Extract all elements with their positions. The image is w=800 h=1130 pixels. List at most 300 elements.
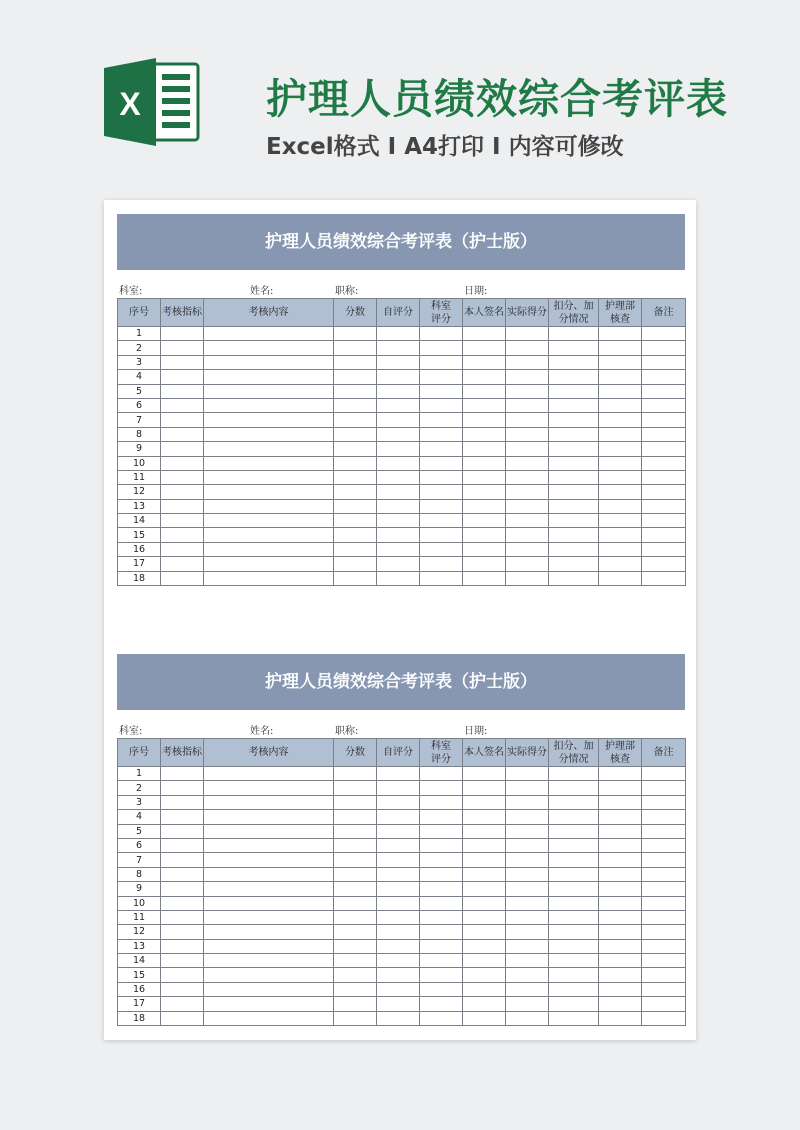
table-cell[interactable] [599,925,642,939]
table-cell[interactable] [334,398,377,412]
table-cell[interactable] [599,982,642,996]
table-cell[interactable] [642,824,686,838]
table-cell[interactable] [642,867,686,881]
row-number-cell[interactable]: 1 [118,327,161,341]
table-cell[interactable] [506,939,549,953]
table-cell[interactable] [463,810,506,824]
table-cell[interactable] [161,413,204,427]
table-cell[interactable] [377,413,420,427]
table-cell[interactable] [161,571,204,585]
table-cell[interactable] [599,781,642,795]
table-cell[interactable] [549,867,599,881]
table-cell[interactable] [642,442,686,456]
table-cell[interactable] [599,824,642,838]
table-cell[interactable] [334,781,377,795]
table-cell[interactable] [377,485,420,499]
table-cell[interactable] [463,853,506,867]
table-cell[interactable] [463,781,506,795]
table-cell[interactable] [377,982,420,996]
table-cell[interactable] [599,528,642,542]
table-cell[interactable] [377,384,420,398]
table-cell[interactable] [506,514,549,528]
table-cell[interactable] [204,355,334,369]
table-cell[interactable] [204,384,334,398]
table-cell[interactable] [549,485,599,499]
table-cell[interactable] [506,413,549,427]
table-cell[interactable] [599,514,642,528]
table-cell[interactable] [334,542,377,556]
table-cell[interactable] [204,925,334,939]
table-cell[interactable] [420,456,463,470]
table-cell[interactable] [463,838,506,852]
table-cell[interactable] [463,939,506,953]
table-cell[interactable] [334,824,377,838]
table-cell[interactable] [463,997,506,1011]
table-cell[interactable] [599,896,642,910]
table-cell[interactable] [334,341,377,355]
table-cell[interactable] [642,456,686,470]
table-cell[interactable] [377,795,420,809]
table-cell[interactable] [642,499,686,513]
row-number-cell[interactable]: 11 [118,910,161,924]
table-cell[interactable] [377,542,420,556]
table-cell[interactable] [506,954,549,968]
table-cell[interactable] [463,557,506,571]
table-cell[interactable] [204,398,334,412]
table-cell[interactable] [549,925,599,939]
table-cell[interactable] [204,824,334,838]
table-cell[interactable] [599,456,642,470]
table-cell[interactable] [420,982,463,996]
table-cell[interactable] [161,470,204,484]
table-cell[interactable] [334,910,377,924]
row-number-cell[interactable]: 3 [118,355,161,369]
table-cell[interactable] [549,939,599,953]
table-cell[interactable] [377,997,420,1011]
table-cell[interactable] [204,939,334,953]
table-cell[interactable] [420,398,463,412]
table-cell[interactable] [642,810,686,824]
table-cell[interactable] [161,853,204,867]
table-cell[interactable] [506,557,549,571]
table-cell[interactable] [463,413,506,427]
table-cell[interactable] [549,896,599,910]
table-cell[interactable] [420,910,463,924]
table-cell[interactable] [377,355,420,369]
table-cell[interactable] [642,896,686,910]
row-number-cell[interactable]: 3 [118,795,161,809]
table-cell[interactable] [334,528,377,542]
table-cell[interactable] [463,398,506,412]
table-cell[interactable] [204,470,334,484]
row-number-cell[interactable]: 5 [118,824,161,838]
table-cell[interactable] [161,427,204,441]
table-cell[interactable] [334,954,377,968]
table-cell[interactable] [420,542,463,556]
table-cell[interactable] [420,571,463,585]
table-cell[interactable] [463,571,506,585]
row-number-cell[interactable]: 10 [118,896,161,910]
table-cell[interactable] [377,499,420,513]
table-cell[interactable] [161,939,204,953]
table-cell[interactable] [642,997,686,1011]
table-cell[interactable] [161,982,204,996]
table-cell[interactable] [420,413,463,427]
table-cell[interactable] [377,398,420,412]
table-cell[interactable] [420,384,463,398]
table-cell[interactable] [599,442,642,456]
table-cell[interactable] [161,1011,204,1025]
table-cell[interactable] [161,528,204,542]
row-number-cell[interactable]: 18 [118,1011,161,1025]
table-cell[interactable] [549,795,599,809]
table-cell[interactable] [463,528,506,542]
table-cell[interactable] [377,896,420,910]
table-cell[interactable] [506,824,549,838]
table-cell[interactable] [161,882,204,896]
table-cell[interactable] [420,867,463,881]
table-cell[interactable] [204,867,334,881]
table-cell[interactable] [463,470,506,484]
table-cell[interactable] [599,997,642,1011]
table-cell[interactable] [506,327,549,341]
table-cell[interactable] [463,341,506,355]
table-cell[interactable] [599,939,642,953]
table-cell[interactable] [334,384,377,398]
table-cell[interactable] [599,485,642,499]
table-cell[interactable] [334,456,377,470]
table-cell[interactable] [377,1011,420,1025]
table-cell[interactable] [334,1011,377,1025]
table-cell[interactable] [506,384,549,398]
table-cell[interactable] [549,427,599,441]
table-cell[interactable] [377,341,420,355]
table-cell[interactable] [420,370,463,384]
row-number-cell[interactable]: 4 [118,370,161,384]
table-cell[interactable] [599,882,642,896]
table-cell[interactable] [506,398,549,412]
table-cell[interactable] [420,925,463,939]
table-cell[interactable] [377,925,420,939]
table-cell[interactable] [204,882,334,896]
table-cell[interactable] [334,968,377,982]
table-cell[interactable] [420,838,463,852]
table-cell[interactable] [463,442,506,456]
table-cell[interactable] [377,514,420,528]
table-cell[interactable] [204,853,334,867]
row-number-cell[interactable]: 4 [118,810,161,824]
table-cell[interactable] [599,795,642,809]
table-cell[interactable] [334,413,377,427]
table-cell[interactable] [599,853,642,867]
table-cell[interactable] [506,925,549,939]
table-cell[interactable] [599,571,642,585]
table-cell[interactable] [204,427,334,441]
table-cell[interactable] [204,997,334,1011]
table-cell[interactable] [161,767,204,781]
table-cell[interactable] [549,384,599,398]
table-cell[interactable] [549,982,599,996]
table-cell[interactable] [549,470,599,484]
table-cell[interactable] [420,997,463,1011]
table-cell[interactable] [420,781,463,795]
table-cell[interactable] [377,838,420,852]
table-cell[interactable] [549,910,599,924]
table-cell[interactable] [204,982,334,996]
table-cell[interactable] [377,810,420,824]
table-cell[interactable] [377,571,420,585]
table-cell[interactable] [642,557,686,571]
row-number-cell[interactable]: 2 [118,341,161,355]
row-number-cell[interactable]: 8 [118,867,161,881]
table-cell[interactable] [420,442,463,456]
table-cell[interactable] [204,542,334,556]
table-cell[interactable] [506,427,549,441]
table-cell[interactable] [334,882,377,896]
table-cell[interactable] [161,327,204,341]
row-number-cell[interactable]: 7 [118,853,161,867]
table-cell[interactable] [161,557,204,571]
table-cell[interactable] [377,370,420,384]
table-cell[interactable] [642,398,686,412]
table-cell[interactable] [204,838,334,852]
table-cell[interactable] [642,571,686,585]
table-cell[interactable] [463,925,506,939]
table-cell[interactable] [420,968,463,982]
row-number-cell[interactable]: 16 [118,982,161,996]
table-cell[interactable] [377,824,420,838]
table-cell[interactable] [506,542,549,556]
table-cell[interactable] [161,838,204,852]
table-cell[interactable] [506,470,549,484]
table-cell[interactable] [642,514,686,528]
table-cell[interactable] [642,910,686,924]
table-cell[interactable] [506,442,549,456]
table-cell[interactable] [161,910,204,924]
table-cell[interactable] [377,327,420,341]
table-cell[interactable] [204,341,334,355]
table-cell[interactable] [642,968,686,982]
table-cell[interactable] [599,499,642,513]
table-cell[interactable] [204,781,334,795]
table-cell[interactable] [506,982,549,996]
row-number-cell[interactable]: 2 [118,781,161,795]
table-cell[interactable] [506,882,549,896]
table-cell[interactable] [420,896,463,910]
table-cell[interactable] [377,442,420,456]
table-cell[interactable] [506,968,549,982]
row-number-cell[interactable]: 13 [118,499,161,513]
table-cell[interactable] [599,470,642,484]
table-cell[interactable] [599,968,642,982]
table-cell[interactable] [549,355,599,369]
table-cell[interactable] [334,867,377,881]
table-cell[interactable] [506,485,549,499]
table-cell[interactable] [549,514,599,528]
table-cell[interactable] [334,853,377,867]
table-cell[interactable] [204,795,334,809]
table-cell[interactable] [549,781,599,795]
table-cell[interactable] [334,355,377,369]
table-cell[interactable] [642,853,686,867]
table-cell[interactable] [549,838,599,852]
table-cell[interactable] [420,355,463,369]
table-cell[interactable] [377,767,420,781]
row-number-cell[interactable]: 17 [118,557,161,571]
table-cell[interactable] [599,341,642,355]
table-cell[interactable] [204,1011,334,1025]
table-cell[interactable] [420,810,463,824]
table-cell[interactable] [506,355,549,369]
table-cell[interactable] [463,795,506,809]
table-cell[interactable] [549,413,599,427]
table-cell[interactable] [599,954,642,968]
table-cell[interactable] [204,954,334,968]
row-number-cell[interactable]: 11 [118,470,161,484]
table-cell[interactable] [642,982,686,996]
table-cell[interactable] [377,427,420,441]
table-cell[interactable] [463,767,506,781]
table-cell[interactable] [334,370,377,384]
row-number-cell[interactable]: 9 [118,882,161,896]
table-cell[interactable] [642,355,686,369]
table-cell[interactable] [506,370,549,384]
table-cell[interactable] [377,867,420,881]
table-cell[interactable] [204,896,334,910]
table-cell[interactable] [599,355,642,369]
table-cell[interactable] [549,528,599,542]
table-cell[interactable] [549,997,599,1011]
row-number-cell[interactable]: 8 [118,427,161,441]
table-cell[interactable] [463,968,506,982]
table-cell[interactable] [161,384,204,398]
table-cell[interactable] [334,427,377,441]
table-cell[interactable] [599,384,642,398]
table-cell[interactable] [377,853,420,867]
table-cell[interactable] [506,838,549,852]
row-number-cell[interactable]: 9 [118,442,161,456]
table-cell[interactable] [334,327,377,341]
table-cell[interactable] [463,867,506,881]
table-cell[interactable] [334,470,377,484]
table-cell[interactable] [420,795,463,809]
row-number-cell[interactable]: 15 [118,968,161,982]
table-cell[interactable] [599,767,642,781]
table-cell[interactable] [642,470,686,484]
row-number-cell[interactable]: 5 [118,384,161,398]
table-cell[interactable] [377,528,420,542]
table-cell[interactable] [599,557,642,571]
table-cell[interactable] [334,838,377,852]
table-cell[interactable] [420,954,463,968]
table-cell[interactable] [420,939,463,953]
table-cell[interactable] [334,514,377,528]
table-cell[interactable] [334,571,377,585]
table-cell[interactable] [161,485,204,499]
table-cell[interactable] [463,910,506,924]
table-cell[interactable] [204,767,334,781]
table-cell[interactable] [420,528,463,542]
table-cell[interactable] [161,954,204,968]
table-cell[interactable] [463,456,506,470]
table-cell[interactable] [420,427,463,441]
table-cell[interactable] [161,341,204,355]
table-cell[interactable] [506,896,549,910]
table-cell[interactable] [599,542,642,556]
table-cell[interactable] [204,557,334,571]
table-cell[interactable] [463,370,506,384]
table-cell[interactable] [161,896,204,910]
table-cell[interactable] [549,398,599,412]
table-cell[interactable] [642,939,686,953]
table-cell[interactable] [204,442,334,456]
row-number-cell[interactable]: 14 [118,514,161,528]
table-cell[interactable] [642,767,686,781]
table-cell[interactable] [549,853,599,867]
table-cell[interactable] [642,1011,686,1025]
table-cell[interactable] [642,882,686,896]
table-cell[interactable] [642,384,686,398]
table-cell[interactable] [420,470,463,484]
row-number-cell[interactable]: 7 [118,413,161,427]
table-cell[interactable] [161,542,204,556]
table-cell[interactable] [642,370,686,384]
table-cell[interactable] [161,968,204,982]
table-cell[interactable] [549,499,599,513]
table-cell[interactable] [549,341,599,355]
table-cell[interactable] [161,355,204,369]
table-cell[interactable] [420,485,463,499]
row-number-cell[interactable]: 13 [118,939,161,953]
table-cell[interactable] [506,341,549,355]
table-cell[interactable] [420,327,463,341]
table-cell[interactable] [334,982,377,996]
table-cell[interactable] [642,413,686,427]
table-cell[interactable] [463,882,506,896]
table-cell[interactable] [161,810,204,824]
table-cell[interactable] [642,485,686,499]
table-cell[interactable] [549,882,599,896]
table-cell[interactable] [377,781,420,795]
table-cell[interactable] [334,896,377,910]
table-cell[interactable] [506,810,549,824]
table-cell[interactable] [642,954,686,968]
table-cell[interactable] [599,327,642,341]
row-number-cell[interactable]: 14 [118,954,161,968]
table-cell[interactable] [204,499,334,513]
table-cell[interactable] [161,370,204,384]
table-cell[interactable] [420,767,463,781]
table-cell[interactable] [420,514,463,528]
table-cell[interactable] [420,853,463,867]
table-cell[interactable] [506,910,549,924]
table-cell[interactable] [549,370,599,384]
table-cell[interactable] [334,795,377,809]
table-cell[interactable] [161,514,204,528]
table-cell[interactable] [599,867,642,881]
table-cell[interactable] [642,781,686,795]
table-cell[interactable] [463,384,506,398]
table-cell[interactable] [506,499,549,513]
row-number-cell[interactable]: 6 [118,398,161,412]
table-cell[interactable] [642,838,686,852]
table-cell[interactable] [420,824,463,838]
row-number-cell[interactable]: 17 [118,997,161,1011]
table-cell[interactable] [642,528,686,542]
table-cell[interactable] [463,1011,506,1025]
table-cell[interactable] [549,542,599,556]
table-cell[interactable] [204,413,334,427]
